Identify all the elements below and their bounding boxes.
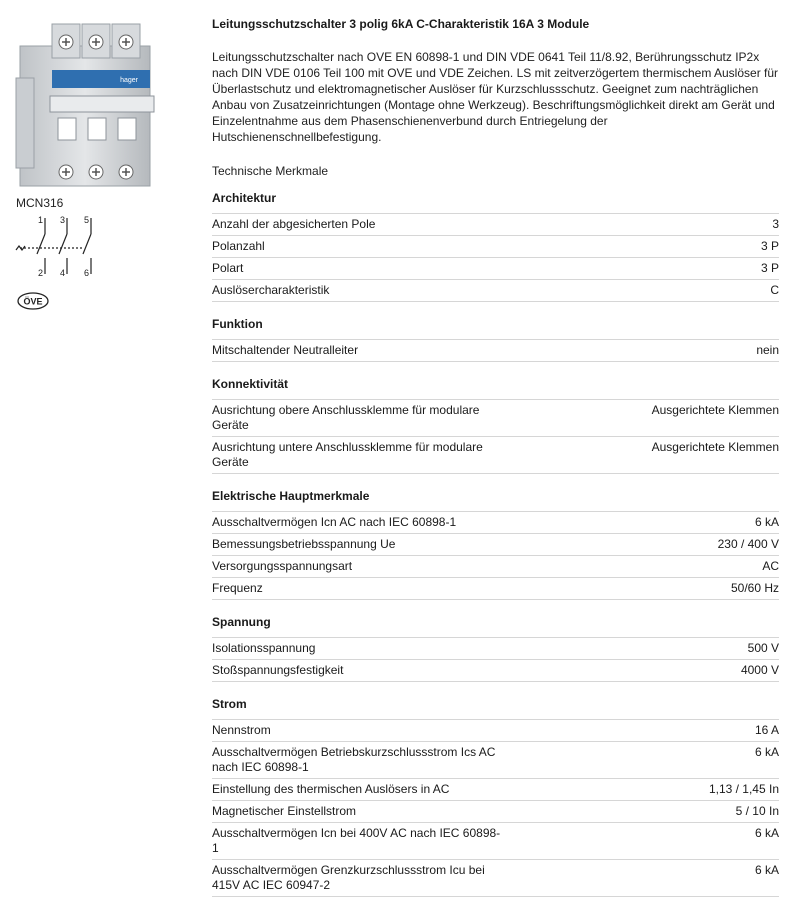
spec-label: Magnetischer Einstellstrom: [212, 804, 357, 818]
ove-certification-mark: [17, 292, 49, 310]
spec-value: 6 kA: [754, 863, 779, 877]
spec-row: [212, 258, 779, 280]
spec-row: [212, 638, 779, 660]
spec-value: 6 kA: [754, 515, 779, 529]
terminal-label: 6: [84, 268, 90, 278]
spec-row: [212, 400, 779, 437]
spec-value: Ausgerichtete Klemmen: [651, 440, 779, 454]
spec-section: [212, 615, 779, 682]
product-description: Leitungsschutzschalter nach OVE EN 60898-1 und DIN VDE 0641 Teil 11/8.92, Berührungsschutz IP2x nach DIN VDE 0106 Teil 100 mit OVE und VDE Zeichen. LS mit zeitverzögertem thermischem Auslöser für Überlastschutz und elektromagnetischer Auslöser für Kurzschlussschutz. Geeignet zum nachträglichen Anbau von Zusatzeinrichtungen (Montage ohne Werkzeug). Beschriftungsmöglichkeit direkt am Gerät und Einzelentnahme aus dem Phasenschienenverbund durch Entriegelung der Hutschienenschnellbefestigung.: [212, 50, 779, 144]
spec-label: Versorgungsspannungsart: [212, 559, 353, 573]
terminal-label: 1: [38, 215, 44, 225]
spec-row: [212, 236, 779, 258]
spec-value: 50/60 Hz: [730, 581, 779, 595]
spec-row: [212, 660, 779, 682]
spec-label: Bemessungsbetriebsspannung Ue: [212, 537, 396, 551]
spec-value: 4000 V: [740, 663, 779, 677]
spec-label: Ausschaltvermögen Grenzkurzschlussstrom Icu bei 415V AC IEC 60947-2: [212, 863, 485, 892]
spec-label: Auslösercharakteristik: [212, 283, 330, 297]
spec-label: Ausschaltvermögen Icn AC nach IEC 60898-1: [212, 515, 457, 529]
spec-row: [212, 512, 779, 534]
spec-row: [212, 742, 779, 779]
spec-label: Einstellung des thermischen Auslösers in AC: [212, 782, 450, 796]
spec-label: Ausrichtung obere Anschlussklemme für modulare Geräte: [212, 403, 480, 432]
product-image: [14, 18, 160, 190]
spec-row: [212, 437, 779, 474]
terminal-label: 2: [38, 268, 44, 278]
spec-section: [212, 697, 779, 897]
spec-value: 5 / 10 In: [735, 804, 779, 818]
spec-value: 3: [772, 217, 779, 231]
spec-value: 16 A: [754, 723, 779, 737]
spec-label: Isolationsspannung: [212, 641, 316, 655]
product-details: [212, 16, 779, 897]
spec-row: [212, 556, 779, 578]
terminal-label: 3: [60, 215, 66, 225]
terminal-label: 5: [84, 215, 90, 225]
section-title: Architektur: [212, 191, 779, 214]
terminal-label: 4: [60, 268, 66, 278]
spec-sections: [212, 191, 779, 897]
spec-row: [212, 578, 779, 600]
svg-text:hager: hager: [120, 77, 138, 84]
spec-label: Frequenz: [212, 581, 263, 595]
spec-value: 500 V: [747, 641, 779, 655]
spec-row: [212, 534, 779, 556]
product-code: MCN316: [16, 196, 64, 210]
cert-mark-text: ÖVE: [23, 296, 43, 307]
spec-section: [212, 191, 779, 302]
section-title: Funktion: [212, 317, 779, 340]
spec-label: Polart: [212, 261, 244, 275]
spec-value: 6 kA: [754, 745, 779, 759]
spec-label: Stoßspannungsfestigkeit: [212, 663, 344, 677]
spec-value: 3 P: [760, 239, 779, 253]
spec-value: 3 P: [760, 261, 779, 275]
spec-label: Anzahl der abgesicherten Pole: [212, 217, 376, 231]
product-image-column: [14, 18, 174, 190]
spec-section: [212, 489, 779, 600]
spec-row: [212, 860, 779, 897]
spec-row: [212, 720, 779, 742]
section-title: Elektrische Hauptmerkmale: [212, 489, 779, 512]
spec-row: [212, 214, 779, 236]
spec-section: [212, 377, 779, 474]
spec-label: Ausschaltvermögen Icn bei 400V AC nach IEC 60898-1: [212, 826, 501, 855]
spec-value: 1,13 / 1,45 In: [708, 782, 779, 796]
section-title: Strom: [212, 697, 779, 720]
spec-value: 230 / 400 V: [717, 537, 779, 551]
spec-label: Polanzahl: [212, 239, 265, 253]
spec-row: [212, 340, 779, 362]
spec-row: [212, 801, 779, 823]
spec-label: Ausschaltvermögen Betriebskurzschlussstrom Ics AC nach IEC 60898-1: [212, 745, 496, 774]
spec-section: [212, 317, 779, 362]
circuit-schematic: [14, 212, 104, 284]
spec-label: Nennstrom: [212, 723, 271, 737]
spec-row: [212, 779, 779, 801]
spec-value: AC: [762, 559, 779, 573]
product-title: Leitungsschutzschalter 3 polig 6kA C-Charakteristik 16A 3 Module: [212, 17, 590, 31]
section-title: Konnektivität: [212, 377, 779, 400]
spec-row: [212, 280, 779, 302]
spec-label: Ausrichtung untere Anschlussklemme für modulare Geräte: [212, 440, 483, 469]
technical-features-heading: Technische Merkmale: [212, 164, 329, 178]
section-title: Spannung: [212, 615, 779, 638]
spec-value: 6 kA: [754, 826, 779, 840]
spec-label: Mitschaltender Neutralleiter: [212, 343, 359, 357]
spec-value: C: [770, 283, 779, 297]
spec-row: [212, 823, 779, 860]
spec-value: Ausgerichtete Klemmen: [651, 403, 779, 417]
spec-value: nein: [756, 343, 779, 357]
